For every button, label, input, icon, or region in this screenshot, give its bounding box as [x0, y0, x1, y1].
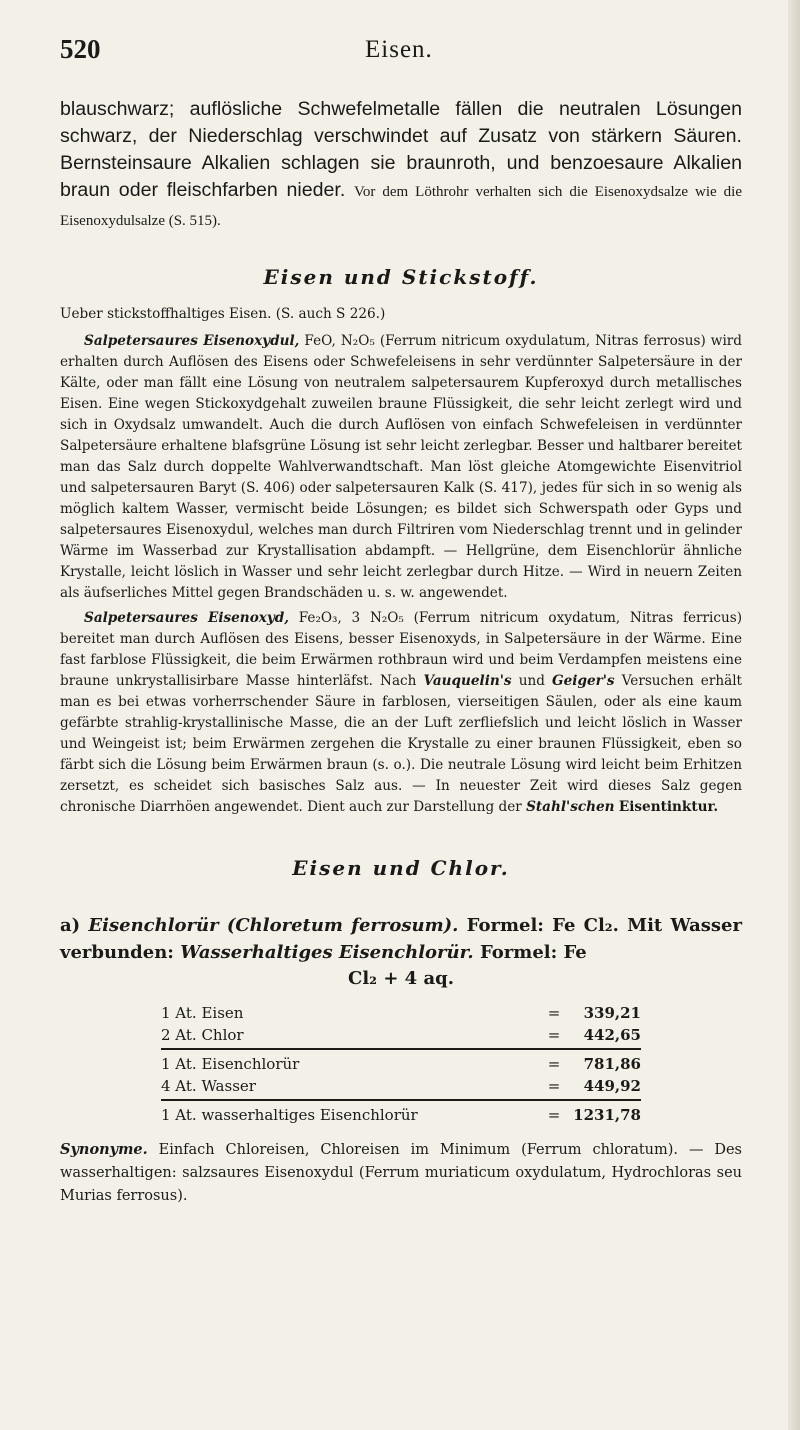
composition-row: [161, 1053, 641, 1075]
section-title-nitrogen: Eisen und Stickstoff.: [263, 265, 539, 289]
text-ferric-nitrate-b: Versuchen erhält man es bei etwas vorherrschender Säure in farblosen, vierseitigen Säulen, oder als eine kaum gefärbte strahlig-krystallinische Masse, die an der Luft zerfliefslich und leicht löslich in Wasser und Weingeist ist; beim Erwärmen zergehen die Krystalle zu einer braunen Flüssigkeit, eben so färbt sich die Lösung beim Erwärmen braun (s. o.). Die neutrale Lösung wird leicht beim Erhitzen zersetzt, es scheidet sich basisches Salz aus. — In neuester Zeit wird dieses Salz gegen chronische Diarrhöen angewendet. Dient auch zur Darstellung der: [60, 673, 743, 815]
paragraph-ferric-nitrate: [60, 608, 742, 818]
composition-value: 781,86: [583, 1055, 641, 1073]
composition-label: 1 At. Eisenchlorür: [161, 1055, 300, 1073]
composition-equals: =: [547, 1077, 561, 1095]
sum-rule: [161, 1048, 641, 1050]
composition-label: 1 At. wasserhaltiges Eisenchlorür: [161, 1106, 418, 1124]
page-header: [60, 34, 740, 74]
formula-ferrous-nitrate: FeO, N₂O₅: [304, 333, 375, 349]
composition-row: [161, 1075, 641, 1097]
name-geiger: Geiger's: [552, 673, 615, 689]
intro-small-text: Vor dem Löthrohr verhalten sich die Eisenoxydsalze wie die Eisenoxydulsalze (S. 515).: [60, 184, 742, 229]
composition-value: 339,21: [583, 1004, 641, 1022]
formula-ferric-nitrate: Fe₂O₃, 3 N₂O₅: [298, 610, 404, 626]
composition-row: [161, 1104, 641, 1126]
section-title-chlorine: Eisen und Chlor.: [292, 856, 510, 880]
page-number: 520: [60, 34, 101, 64]
paragraph-ferrous-chloride: [60, 912, 742, 966]
composition-value: 442,65: [583, 1026, 641, 1044]
composition-label: 1 At. Eisen: [161, 1004, 244, 1022]
composition-table: [161, 1002, 641, 1126]
running-title: Eisen.: [365, 36, 433, 63]
composition-value: 1231,78: [573, 1106, 641, 1124]
composition-equals: =: [547, 1004, 561, 1022]
composition-equals: =: [547, 1106, 561, 1124]
text-ferric-nitrate-c: Eisentinktur.: [618, 799, 719, 815]
term-ferrous-nitrate: Salpetersaures Eisenoxydul,: [84, 333, 300, 349]
formula-hydrated: Cl₂ + 4 aq.: [348, 968, 454, 989]
paragraph-synonyms: [60, 1138, 742, 1208]
term-ferrous-chloride: Eisenchlorür (Chloretum ferrosum).: [88, 915, 459, 936]
item-marker: a): [60, 915, 81, 936]
page-edge: [788, 0, 800, 1430]
formula-hydrated-label: Formel: Fe: [479, 942, 587, 963]
paragraph-ferrous-nitrate: [60, 331, 742, 604]
intro-text: blauschwarz; auflösliche Schwefelmetalle fällen die neutralen Lösungen schwarz, der Niederschlag verschwindet auf Zusatz von stärkern Säuren. Bernsteinsaure Alkalien schlagen sie braunroth, und benzoesaure Alkalien braun oder fleischfarben nieder.: [60, 98, 742, 201]
text-and: und: [518, 673, 545, 689]
composition-equals: =: [547, 1055, 561, 1073]
composition-row: [161, 1024, 641, 1046]
composition-equals: =: [547, 1026, 561, 1044]
section-note: Ueber stickstoffhaltiges Eisen. (S. auch S 226.): [60, 306, 386, 322]
text-ferrous-nitrate: (Ferrum nitricum oxydulatum, Nitras ferrosus) wird erhalten durch Auflösen des Eisens oder Schwefeleisens in sehr verdünnter Salpetersäure in der Kälte, oder man fällt eine Lösung von neutralem salpetersaurem Kupferoxyd durch metallisches Eisen. Eine wegen Stickoxydgehalt zuweilen braune Flüssigkeit, die sehr leicht zerlegt wird und sich in Oxydsalz umwandelt. Auch die durch Auflösen von einfach Schwefeleisen in verdünnter Salpetersäure erhaltene blafsgrüne Lösung ist sehr leicht zerlegbar. Besser und haltbarer bereitet man das Salz durch doppelte Wahlverwandtschaft. Man löst gleiche Atomgewichte Eisenvitriol und salpetersauren Baryt (S. 406) oder salpetersauren Kalk (S. 417), jedes für sich in so wenig als möglich kaltem Wasser, vermischt beide Lösungen; es bildet sich Schwerspath oder Gyps und salpetersaures Eisenoxydul, welches man durch Filtriren vom Niederschlag trennt und in gelinder Wärme im Wasserbad zur Krystallisation abdampft. — Hellgrüne, dem Eisenchlorür ähnliche Krystalle, leicht löslich in Wasser und sehr leicht zerlegbar durch Hitze. — Wird in neuern Zeiten als äufserliches Mittel gegen Brandschäden u. s. w. angewendet.: [60, 333, 742, 601]
composition-label: 4 At. Wasser: [161, 1077, 256, 1095]
text-ferric-nitrate-a: (Ferrum nitricum oxydatum, Nitras ferricus) bereitet man durch Auflösen des Eisens, besser Eisenoxyds, in Salpetersäure in der Wärme. Eine fast farblose Flüssigkeit, die beim Erwärmen rothbraun wird und beim Verdampfen meistens eine braune unkrystallisirbare Masse hinterläfst. Nach: [60, 610, 743, 689]
term-ferric-nitrate: Salpetersaures Eisenoxyd,: [84, 610, 289, 626]
composition-label: 2 At. Chlor: [161, 1026, 244, 1044]
intro-paragraph: [60, 96, 742, 235]
synonyms-label: Synonyme.: [60, 1141, 148, 1158]
name-stahl: Stahl'schen: [526, 799, 615, 815]
composition-value: 449,92: [583, 1077, 641, 1095]
term-hydrated-ferrous-chloride: Wasserhaltiges Eisenchlorür.: [180, 942, 474, 963]
sum-rule: [161, 1099, 641, 1101]
name-vauquelin: Vauquelin's: [423, 673, 512, 689]
composition-row: [161, 1002, 641, 1024]
page-body: [60, 96, 742, 1208]
synonyms-text: Einfach Chloreisen, Chloreisen im Minimum (Ferrum chloratum). — Des wasserhaltigen: salzsaures Eisenoxydul (Ferrum muriaticum oxydulatum, Hydrochloras seu Murias ferrosus).: [60, 1142, 742, 1204]
formula-ferrous-chloride: Formel: Fe Cl₂. Mit Wasser verbunden:: [60, 915, 742, 963]
